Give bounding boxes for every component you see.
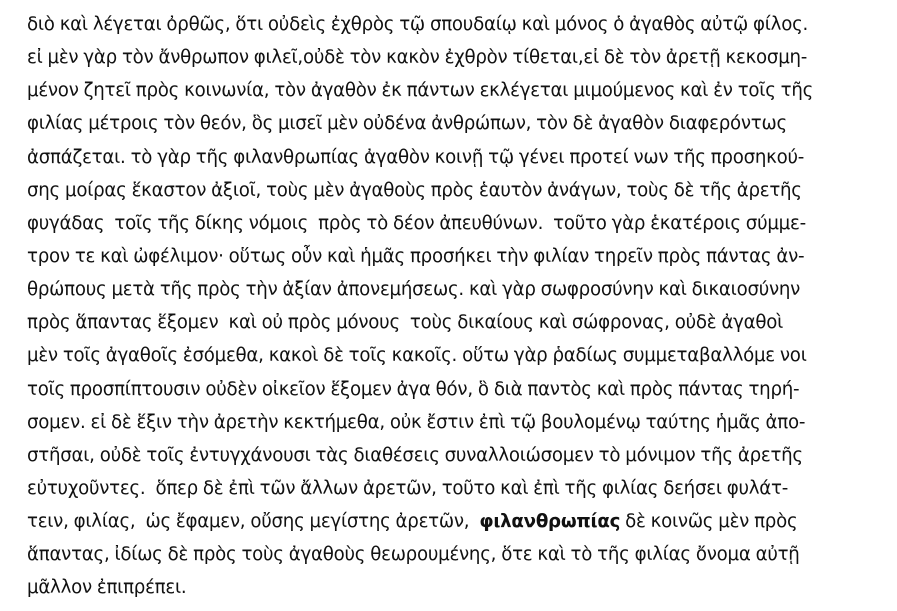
- text-line: διὸ καὶ λέγεται ὀρθῶς, ὅτι οὐδεὶς ἐχθρὸς τῷ σπουδαίῳ καὶ μόνος ὁ ἀγαθὸς αὐτῷ φίλος.: [27, 14, 809, 35]
- text-line: [27, 505, 887, 538]
- bold-term: φιλανθρωπίας: [479, 511, 621, 533]
- text-line: στῆσαι, οὐδὲ τοῖς ἐντυγχάνουσι τὰς διαθέσεις συναλλοιώσομεν τὸ μόνιμον τῆς ἀρετῆς: [27, 444, 803, 466]
- text-line: μᾶλλον ἐπιπρέπει.: [27, 577, 187, 599]
- text-line: μὲν τοῖς ἀγαθοῖς ἐσόμεθα, κακοὶ δὲ τοῖς κακοῖς. οὕτω γὰρ ῥαδίως συμμεταβαλλόμε νοι: [27, 345, 807, 367]
- text-line: ἅπαντας, ἰδίως δὲ πρὸς τοὺς ἀγαθοὺς θεωρουμένης, ὅτε καὶ τὸ τῆς φιλίας ὄνομα αὐτῇ: [27, 544, 800, 566]
- text-segment: τειν, φιλίας, ὡς ἔφαμεν, οὔσης μεγίστης ἀρετῶν,: [27, 511, 480, 533]
- text-line: εὐτυχοῦντες. ὅπερ δὲ ἐπὶ τῶν ἄλλων ἀρετῶν, τοῦτο καὶ ἐπὶ τῆς φιλίας δεήσει φυλάτ-: [27, 477, 789, 499]
- text-line: φυγάδας τοῖς τῆς δίκης νόμοις πρὸς τὸ δέον ἀπευθύνων. τοῦτο γὰρ ἑκατέροις σύμμε-: [27, 212, 806, 234]
- text-line: τρον τε καὶ ὠφέλιμον· οὕτως οὖν καὶ ἡμᾶς προσήκει τὴν φιλίαν τηρεῖν πρὸς πάντας ἀν-: [27, 245, 805, 267]
- text-line: θρώπους μετὰ τῆς πρὸς τὴν ἀξίαν ἀπονεμήσεως. καὶ γὰρ σωφροσύνην καὶ δικαιοσύνην: [27, 279, 801, 301]
- text-line: σης μοίρας ἕκαστον ἀξιοῖ, τοὺς μὲν ἀγαθοὺς πρὸς ἑαυτὸν ἀνάγων, τοὺς δὲ τῆς ἀρετῆς: [27, 179, 802, 201]
- text-line: τοῖς προσπίπτουσιν οὐδὲν οἰκεῖον ἕξομεν ἀγα θόν, ὃ διὰ παντὸς καὶ πρὸς πάντας τηρή-: [27, 378, 800, 400]
- text-line: πρὸς ἅπαντας ἕξομεν καὶ οὐ πρὸς μόνους τοὺς δικαίους καὶ σώφρονας, οὐδὲ ἀγαθοὶ: [27, 312, 783, 334]
- text-line: φιλίας μέτροις τὸν θεόν, ὃς μισεῖ μὲν οὐδένα ἀνθρώπων, τὸν δὲ ἀγαθὸν διαφερόντως: [27, 113, 787, 135]
- text-line: εἰ μὲν γὰρ τὸν ἄνθρωπον φιλεῖ,οὐδὲ τὸν κακὸν ἐχθρὸν τίθεται,εἰ δὲ τὸν ἀρετῇ κεκοσμη-: [27, 47, 808, 69]
- text-line: σομεν. εἰ δὲ ἕξιν τὴν ἀρετὴν κεκτήμεθα, οὐκ ἔστιν ἐπὶ τῷ βουλομένῳ ταύτης ἡμᾶς ἀπο-: [27, 411, 806, 433]
- text-segment: δὲ κοινῶς μὲν πρὸς: [620, 511, 798, 533]
- document-body-text: [27, 8, 887, 605]
- text-line: ἀσπάζεται. τὸ γὰρ τῆς φιλανθρωπίας ἀγαθὸν κοινῇ τῷ γένει προτεί νων τῆς προσηκού-: [27, 146, 805, 168]
- text-line: μένον ζητεῖ πρὸς κοινωνία, τὸν ἀγαθὸν ἐκ πάντων εκλέγεται μιμούμενος καὶ ἐν τοῖς τῆς: [27, 80, 814, 102]
